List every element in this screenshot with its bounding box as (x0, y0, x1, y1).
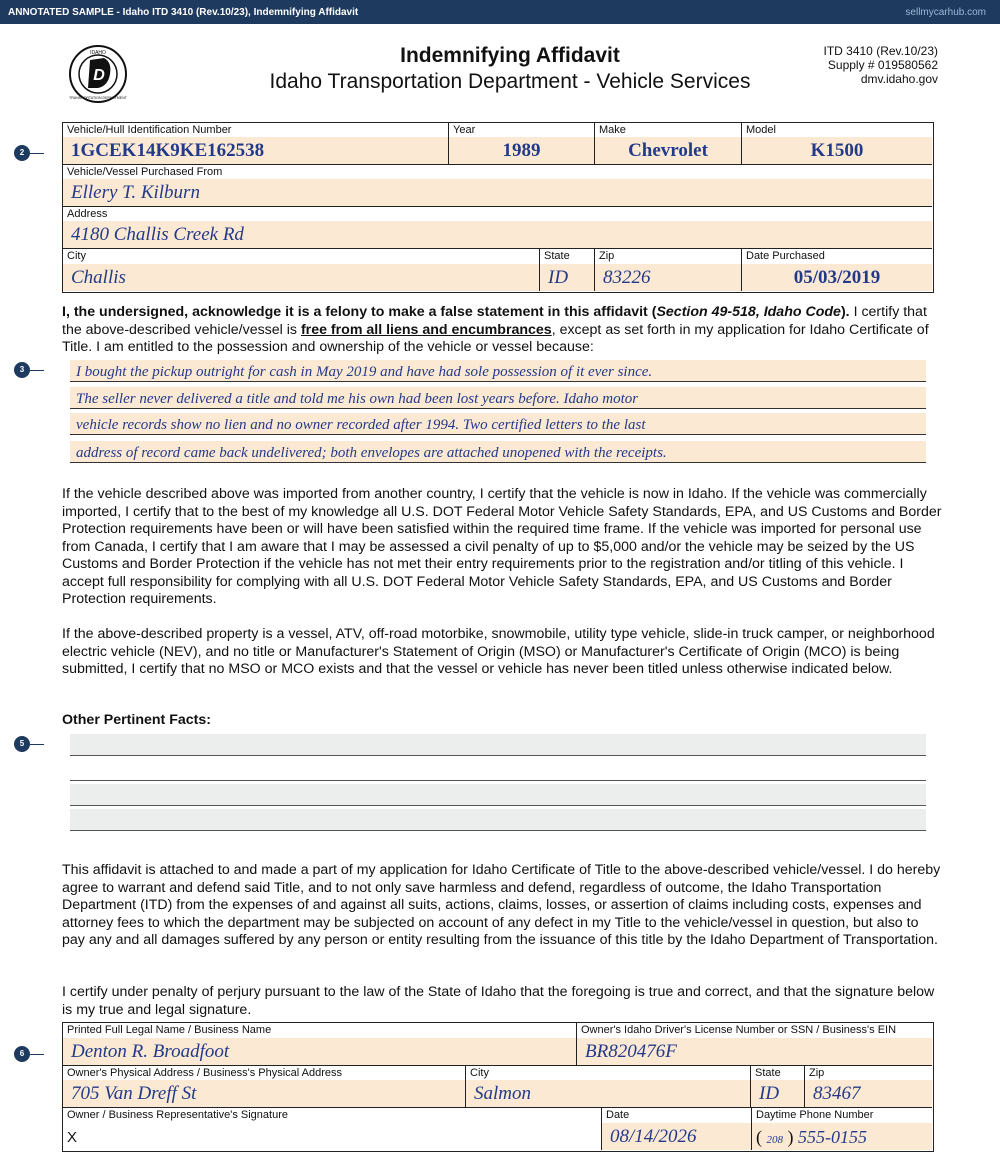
seller-address-cell (63, 207, 932, 249)
owner-state-field[interactable]: ID (751, 1080, 804, 1107)
marker-leader (30, 744, 44, 745)
seller-city-label: City (67, 250, 86, 262)
signature-field[interactable]: X (67, 1129, 78, 1146)
date-purchased-cell (742, 249, 932, 291)
date-purchased-field[interactable]: 05/03/2019 (742, 264, 932, 291)
date-purchased-label: Date Purchased (746, 250, 825, 262)
seller-address-field[interactable]: 4180 Challis Creek Rd (63, 221, 932, 248)
banner-title: ANNOTATED SAMPLE - Idaho ITD 3410 (Rev.10/23), Indemnifying Affidavit (8, 7, 359, 18)
annotation-marker-5: 5 (14, 736, 30, 752)
make-cell (595, 123, 742, 165)
marker-leader (30, 1054, 44, 1055)
dmv-website: dmv.idaho.gov (860, 72, 938, 86)
signature-cell (63, 1108, 602, 1150)
owner-city-label: City (470, 1067, 489, 1079)
owner-name-label: Printed Full Legal Name / Business Name (67, 1024, 272, 1036)
reason-line-2[interactable]: The seller never delivered a title and told me his own had been lost years before. Idaho motor (70, 387, 926, 409)
other-facts-heading: Other Pertinent Facts: (62, 712, 211, 728)
felony-statement: I, the undersigned, acknowledge it is a felony to make a false statement in this affidavit ( (62, 304, 657, 320)
phone-field: ( 208 ) 555-0155 (752, 1123, 932, 1150)
reason-line-1[interactable]: I bought the pickup outright for cash in May 2019 and have had sole possession of it ever since. (70, 360, 926, 382)
owner-name-field[interactable]: Denton R. Broadfoot (63, 1038, 576, 1065)
model-field[interactable]: K1500 (742, 137, 932, 164)
import-paragraph: If the vehicle described above was imported from another country, I certify that the vehicle is now in Idaho. If the vehicle was commercially imported, I certify that to the best of my knowledge all U.S. DOT Federal Motor Vehicle Safety Standards, EPA, and US Customs and Border Protection requirements have been or will have been satisfied within the required time frame. If the vehicle was imported for personal use from Canada, I certify that I am aware that I may be assessed a civil penalty of up to $5,000 and/or the vehicle may be seized by the US Customs and Border Protection if the vehicle has not met their entry requirements prior to the registration and/or titling of this vehicle. I accept full responsibility for complying with all U.S. DOT Federal Motor Vehicle Safety Standards, EPA, and US Customs and Border Protection requirements. (62, 486, 942, 607)
signature-label: Owner / Business Representative's Signature (67, 1109, 288, 1121)
phone-cell (752, 1108, 932, 1150)
annotation-marker-6: 6 (14, 1046, 30, 1062)
owner-city-field[interactable]: Salmon (466, 1080, 750, 1107)
vessel-paragraph: If the above-described property is a vessel, ATV, off-road motorbike, snowmobile, utility type vehicle, slide-in truck camper, or neighborhood electric vehicle (NEV), and no title or Manufacturer's Statement of Origin (MSO) or Manufacturer's Certificate of Origin (MCO) is being submitted, I certify that no MSO or MCO exists and that the vessel or vehicle has never been titled unless otherwise indicated below. (62, 626, 935, 677)
seller-state-label: State (544, 250, 570, 262)
sign-date-label: Date (606, 1109, 630, 1121)
vin-label: Vehicle/Hull Identification Number (67, 124, 232, 136)
purchased-from-cell (63, 165, 932, 207)
owner-license-label: Owner's Idaho Driver's License Number or SSN / Business's EIN (581, 1024, 897, 1036)
form-id-block (800, 44, 938, 86)
other-facts-line-2[interactable] (70, 759, 926, 781)
phone-number-field[interactable]: 555-0155 (798, 1127, 867, 1147)
seller-state-cell (540, 249, 595, 291)
make-field[interactable]: Chevrolet (595, 137, 741, 164)
top-banner (0, 0, 1000, 24)
owner-zip-field[interactable]: 83467 (805, 1080, 932, 1107)
svg-text:TRANSPORTATION DEPARTMENT: TRANSPORTATION DEPARTMENT (69, 96, 127, 100)
owner-name-cell (63, 1023, 577, 1066)
form-title: Indemnifying Affidavit (400, 44, 620, 67)
itd-seal-logo (68, 44, 128, 104)
owner-address-label: Owner's Physical Address / Business's Physical Address (67, 1067, 343, 1079)
purchased-from-field[interactable]: Ellery T. Kilburn (63, 179, 932, 206)
form-subtitle: Idaho Transportation Department - Vehicle Services (269, 70, 751, 93)
indemnity-paragraph: This affidavit is attached to and made a part of my application for Idaho Certificate of Title to the above-described vehicle/vessel. I do hereby agree to warrant and defend said Title, and to not only save harmless and defend, regardless of outcome, the Idaho Transportation Department (ITD) from the expenses of and against all suits, actions, claims, losses, or assertion of claims including costs, expenses and attorney fees to which the department may be subjected on account of any defect in my Title to the vehicle/vessel in question, but also to pay any and all damages suffered by any person or entity resulting from the issuance of this title by the Idaho Department of Transportation. (62, 862, 941, 948)
sign-date-field[interactable]: 08/14/2026 (602, 1123, 751, 1150)
vehicle-info-grid (62, 122, 934, 293)
reason-line-4[interactable]: address of record came back undelivered; both envelopes are attached unopened with the receipts. (70, 441, 926, 463)
owner-zip-cell (805, 1066, 932, 1108)
purchased-from-label: Vehicle/Vessel Purchased From (67, 166, 223, 178)
year-field[interactable]: 1989 (449, 137, 594, 164)
seller-city-field[interactable]: Challis (63, 264, 539, 291)
perjury-paragraph: I certify under penalty of perjury pursuant to the law of the State of Idaho that the foregoing is true and correct, and that the signature below is my true and legal signature. (62, 984, 935, 1018)
code-citation: Section 49-518, Idaho Code (656, 304, 841, 320)
seller-zip-field[interactable]: 83226 (595, 264, 741, 291)
svg-text:IDAHO: IDAHO (90, 50, 106, 56)
owner-city-cell (466, 1066, 751, 1108)
owner-license-cell (577, 1023, 932, 1066)
owner-info-grid (62, 1022, 934, 1152)
seller-zip-cell (595, 249, 742, 291)
other-facts-line-4[interactable] (70, 809, 926, 831)
marker-leader (30, 370, 44, 371)
annotation-marker-3: 3 (14, 362, 30, 378)
svg-text:D: D (93, 67, 105, 84)
owner-zip-label: Zip (809, 1067, 825, 1079)
banner-site: sellmycarhub.com (905, 7, 986, 18)
supply-number: Supply # 019580562 (827, 58, 938, 72)
year-cell (449, 123, 595, 165)
reason-line-3[interactable]: vehicle records show no lien and no owner recorded after 1994. Two certified letters to the last (70, 413, 926, 435)
seller-state-field[interactable]: ID (540, 264, 594, 291)
seller-city-cell (63, 249, 540, 291)
other-facts-line-3[interactable] (70, 784, 926, 806)
year-label: Year (453, 124, 476, 136)
vin-cell (63, 123, 449, 165)
owner-address-field[interactable]: 705 Van Dreff St (63, 1080, 465, 1107)
seller-zip-label: Zip (599, 250, 615, 262)
owner-state-label: State (755, 1067, 781, 1079)
form-number: ITD 3410 (Rev.10/23) (823, 44, 938, 58)
lien-free-statement: free from all liens and encumbrances (300, 321, 552, 338)
marker-leader (30, 153, 44, 154)
model-label: Model (746, 124, 776, 136)
owner-license-field[interactable]: BR820476F (577, 1038, 932, 1065)
vin-field[interactable]: 1GCEK14K9KE162538 (63, 137, 448, 164)
annotation-marker-2: 2 (14, 145, 30, 161)
other-facts-line-1[interactable] (70, 734, 926, 756)
form-header (260, 44, 760, 94)
area-code-field[interactable]: 208 (766, 1134, 783, 1146)
certify-paragraph: I, the undersigned, acknowledge it is a felony to make a false statement in this affidavit (Section 49-518, Idaho Code). I certify that the above-described vehicle/vessel is free from all liens and encumbrances, except as set forth in my application for Idaho Certificate of Title. I am entitled to the possession and ownership of the vehicle or vessel because: (62, 304, 929, 355)
owner-state-cell (751, 1066, 805, 1108)
owner-address-cell (63, 1066, 466, 1108)
sign-date-cell (602, 1108, 752, 1150)
model-cell (742, 123, 932, 165)
make-label: Make (599, 124, 626, 136)
seller-address-label: Address (67, 208, 108, 220)
phone-label: Daytime Phone Number (756, 1109, 874, 1121)
